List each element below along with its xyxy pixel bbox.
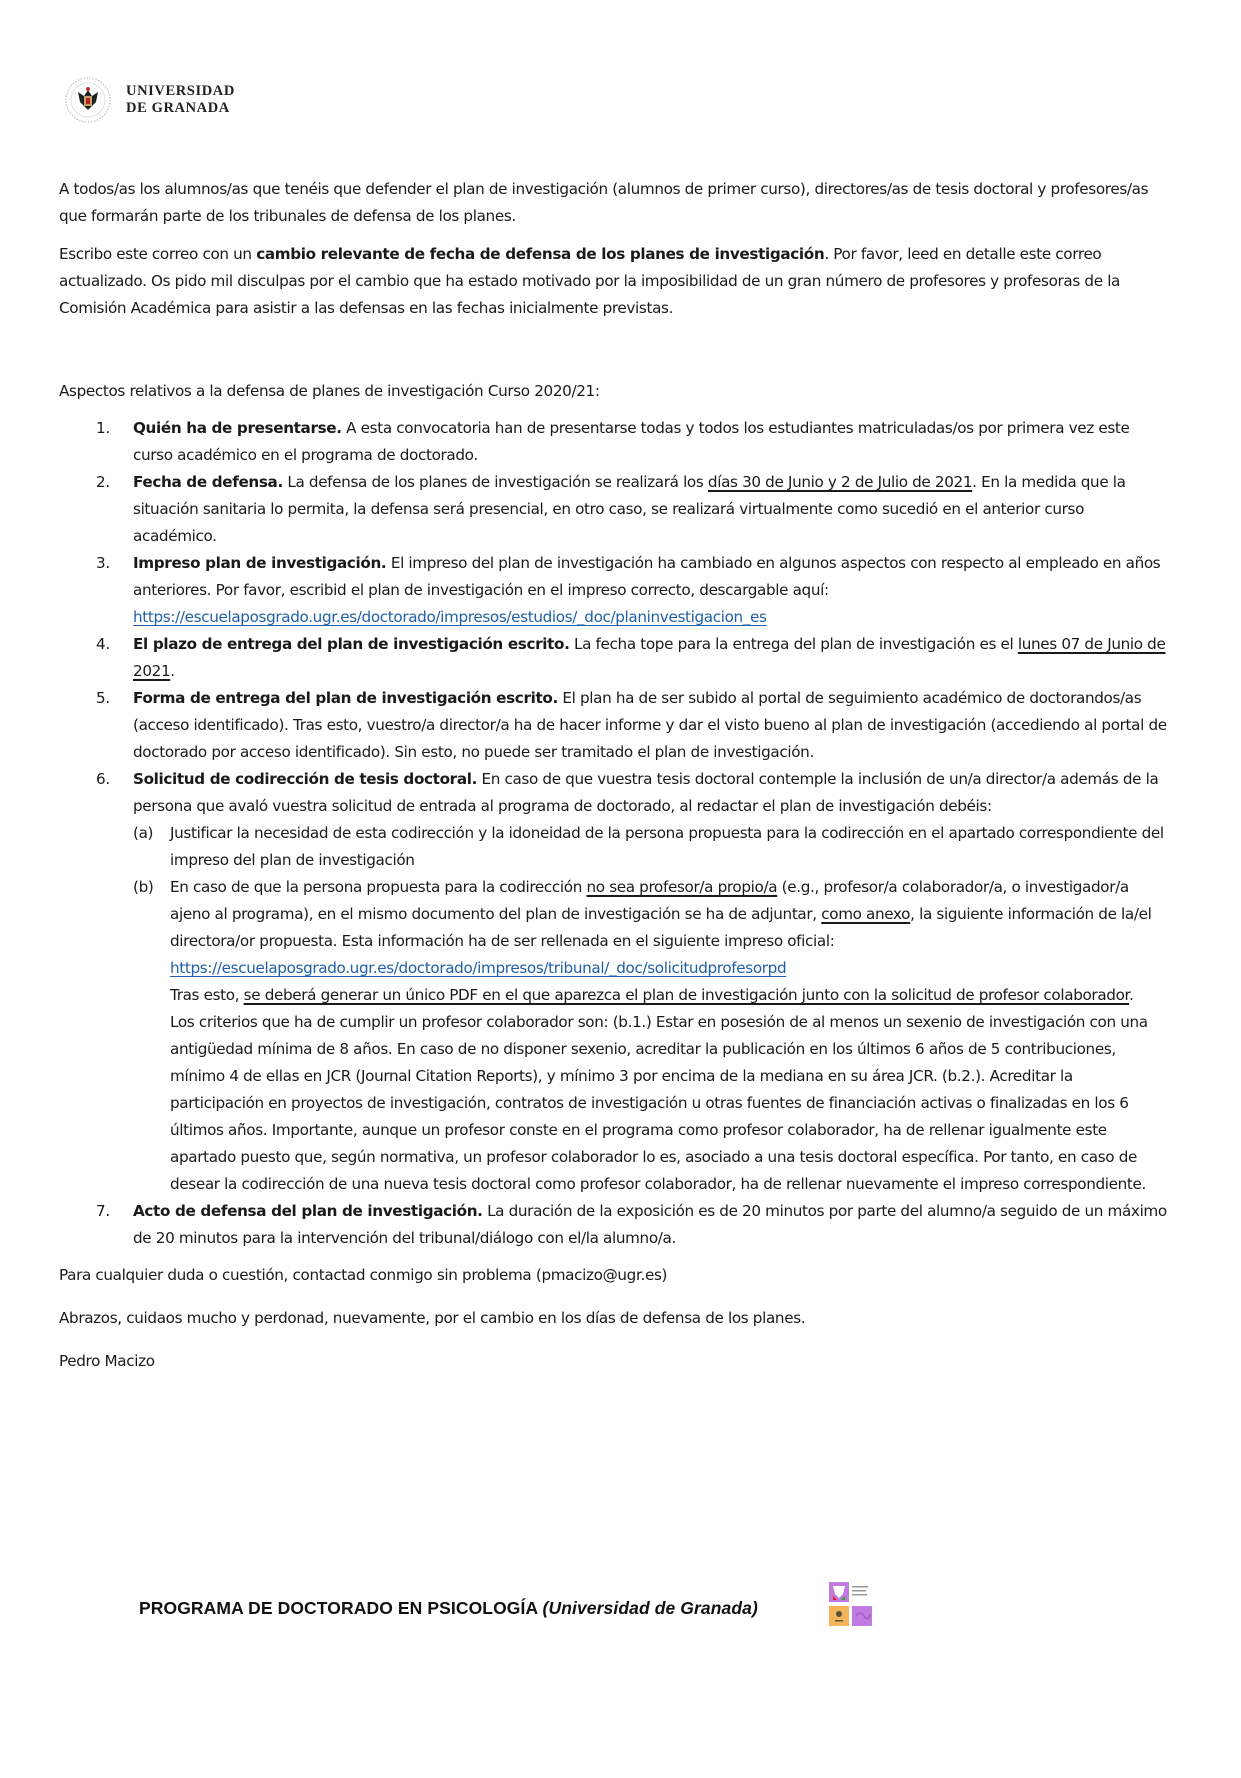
contact-line: Para cualquier duda o cuestión, contactad conmigo sin problema (pmacizo@ugr.es) [59, 1266, 668, 1284]
list-item-5 [59, 685, 1169, 766]
underlined-text: se deberá generar un único PDF en el que aparezca el plan de investigación junto con la solicitud de profesor colaborador [243, 986, 1130, 1004]
sub-item-text: . [1129, 986, 1134, 1004]
collaborator-form-link[interactable]: https://escuelaposgrado.ugr.es/doctorado/impresos/tribunal/_doc/solicitudprofesorpd [170, 959, 787, 977]
program-logo-icon [827, 1580, 883, 1636]
sub-number: (b) [133, 878, 154, 896]
sub-item-text: Justificar la necesidad de esta codirección y la idoneidad de la persona propuesta para la codirección en el apartado correspondiente del impreso del plan de investigación [170, 824, 1164, 869]
underlined-text: no sea profesor/a propio/a [586, 878, 778, 896]
footer [139, 1598, 758, 1619]
list-item-7 [59, 1198, 1169, 1252]
sub-item-text: Tras esto, [170, 986, 244, 1004]
list-number: 7. [96, 1202, 110, 1220]
item-title: Impreso plan de investigación. [133, 554, 387, 572]
sub-item-text: En caso de que la persona propuesta para la codirección [170, 878, 587, 896]
item-text: El impreso del plan de investigación ha cambiado en algunos aspectos con respecto al empleado en años anteriores. Por favor, escribid el plan de investigación en el impreso correcto, descargable aquí: [133, 554, 1161, 599]
closing [59, 1262, 1169, 1375]
item-text: En caso de que vuestra tesis doctoral contemple la inclusión de un/a director/a además de la persona que avaló vuestra solicitud de entrada al programa de doctorado, al redactar el plan de investigación debéis: [133, 770, 1159, 815]
intro-paragraph-2 [59, 241, 1169, 322]
email-body [59, 176, 1169, 1391]
list-item-3 [59, 550, 1169, 631]
item-text: La fecha tope para la entrega del plan de investigación es el [569, 635, 1018, 653]
list-number: 5. [96, 689, 110, 707]
item-title: El plazo de entrega del plan de investigación escrito. [133, 635, 570, 653]
footer-university: (Universidad de Granada) [542, 1598, 758, 1618]
list-item-1 [59, 415, 1169, 469]
deadline-date: lunes 07 de Junio de 2021 [133, 635, 1166, 680]
item-title: Quién ha de presentarse. [133, 419, 342, 437]
sub-item-text: , la siguiente información de la/el directora/or propuesta. Esta información ha de ser rellenada en el siguiente impreso oficial: [170, 905, 1152, 950]
logo-line2: DE GRANADA [126, 100, 230, 116]
intro-p2-highlight: cambio relevante de fecha de defensa de los planes de investigación [256, 245, 825, 263]
item-title: Acto de defensa del plan de investigación. [133, 1202, 483, 1220]
sub-item-a [133, 820, 1169, 874]
list-item-4 [59, 631, 1169, 685]
footer-program: PROGRAMA DE DOCTORADO EN PSICOLOGÍA [139, 1598, 543, 1618]
signature: Pedro Macizo [59, 1352, 155, 1370]
farewell-line: Abrazos, cuidaos mucho y perdonad, nuevamente, por el cambio en los días de defensa de los planes. [59, 1309, 806, 1327]
footer-title [139, 1598, 758, 1619]
underlined-text: como anexo [821, 905, 911, 923]
item-text-end: . [170, 662, 175, 680]
sub-item-text: (e.g., profesor/a colaborador/a, o investigador/a ajeno al programa), en el mismo documento del plan de investigación se ha de adjuntar, [170, 878, 1129, 923]
item-title: Solicitud de codirección de tesis doctoral. [133, 770, 477, 788]
section-title: Aspectos relativos a la defensa de planes de investigación Curso 2020/21: [59, 382, 600, 400]
list-item-2 [59, 469, 1169, 550]
university-seal-icon [64, 76, 112, 124]
codirection-sublist [133, 820, 1169, 1198]
aspects-list [59, 415, 1169, 1252]
item-text: El plan ha de ser subido al portal de seguimiento académico de doctorandos/as (acceso identificado). Tras esto, vuestro/a director/a ha de hacer informe y dar el visto bueno al plan de investigación (accediendo al portal de doctorado por acceso identificado). Sin esto, no puede ser tramitado el plan de investigación. [133, 689, 1167, 761]
intro-p2-text-end: . Por favor, leed en detalle este correo actualizado. Os pido mil disculpas por el cambio que ha estado motivado por la imposibilidad de un gran número de profesores y profesoras de la Comisión Académica para asistir a las defensas en las fechas inicialmente previstas. [59, 245, 1121, 317]
sub-number: (a) [133, 824, 154, 842]
university-logo [64, 76, 235, 124]
item-text: La defensa de los planes de investigación se realizará los [282, 473, 708, 491]
defense-dates: días 30 de Junio y 2 de Julio de 2021 [707, 473, 973, 491]
list-number: 4. [96, 635, 110, 653]
item-text: A esta convocatoria han de presentarse todas y todos los estudiantes matriculadas/os por primera vez este curso académico en el programa de doctorado. [133, 419, 1130, 464]
list-number: 6. [96, 770, 110, 788]
logo-line1: UNIVERSIDAD [126, 83, 235, 99]
list-item-6 [59, 766, 1169, 1198]
sub-item-b [133, 874, 1169, 1198]
list-number: 3. [96, 554, 110, 572]
item-title: Forma de entrega del plan de investigación escrito. [133, 689, 558, 707]
plan-form-link[interactable]: https://escuelaposgrado.ugr.es/doctorado/impresos/estudios/_doc/planinvestigacion_es [133, 608, 767, 626]
intro-paragraph-1: A todos/as los alumnos/as que tenéis que defender el plan de investigación (alumnos de primer curso), directores/as de tesis doctoral y profesores/as que formarán parte de los tribunales de defensa de los planes. [59, 180, 1149, 225]
list-number: 2. [96, 473, 110, 491]
list-number: 1. [96, 419, 110, 437]
intro-p2-text: Escribo este correo con un [59, 245, 257, 263]
collaborator-criteria: Los criterios que ha de cumplir un profesor colaborador son: (b.1.) Estar en posesión de al menos un sexenio de investigación con una antigüedad mínima de 8 años. En caso de no disponer sexenio, acreditar la publicación en los últimos 6 años de 5 contribuciones, mínimo 4 de ellas en JCR (Journal Citation Reports), y mínimo 3 por encima de la mediana en su área JCR. (b.2.). Acreditar la participación en proyectos de investigación, contratos de investigación u otras fuentes de financiación activas o finalizadas en los 6 últimos años. Importante, aunque un profesor conste en el programa como profesor colaborador, ha de rellenar igualmente este apartado puesto que, según normativa, un profesor colaborador lo es, asociado a una tesis doctoral específica. Por tanto, en caso de desear la codirección de una nueva tesis doctoral como profesor colaborador, ha de rellenar nuevamente el impreso correspondiente. [170, 1013, 1148, 1193]
item-title: Fecha de defensa. [133, 473, 283, 491]
item-text: La duración de la exposición es de 20 minutos por parte del alumno/a seguido de un máximo de 20 minutos para la intervención del tribunal/diálogo con el/la alumno/a. [133, 1202, 1167, 1247]
item-text-end: . En la medida que la situación sanitaria lo permita, la defensa será presencial, en otro caso, se realizará virtualmente como sucedió en el anterior curso académico. [133, 473, 1126, 545]
